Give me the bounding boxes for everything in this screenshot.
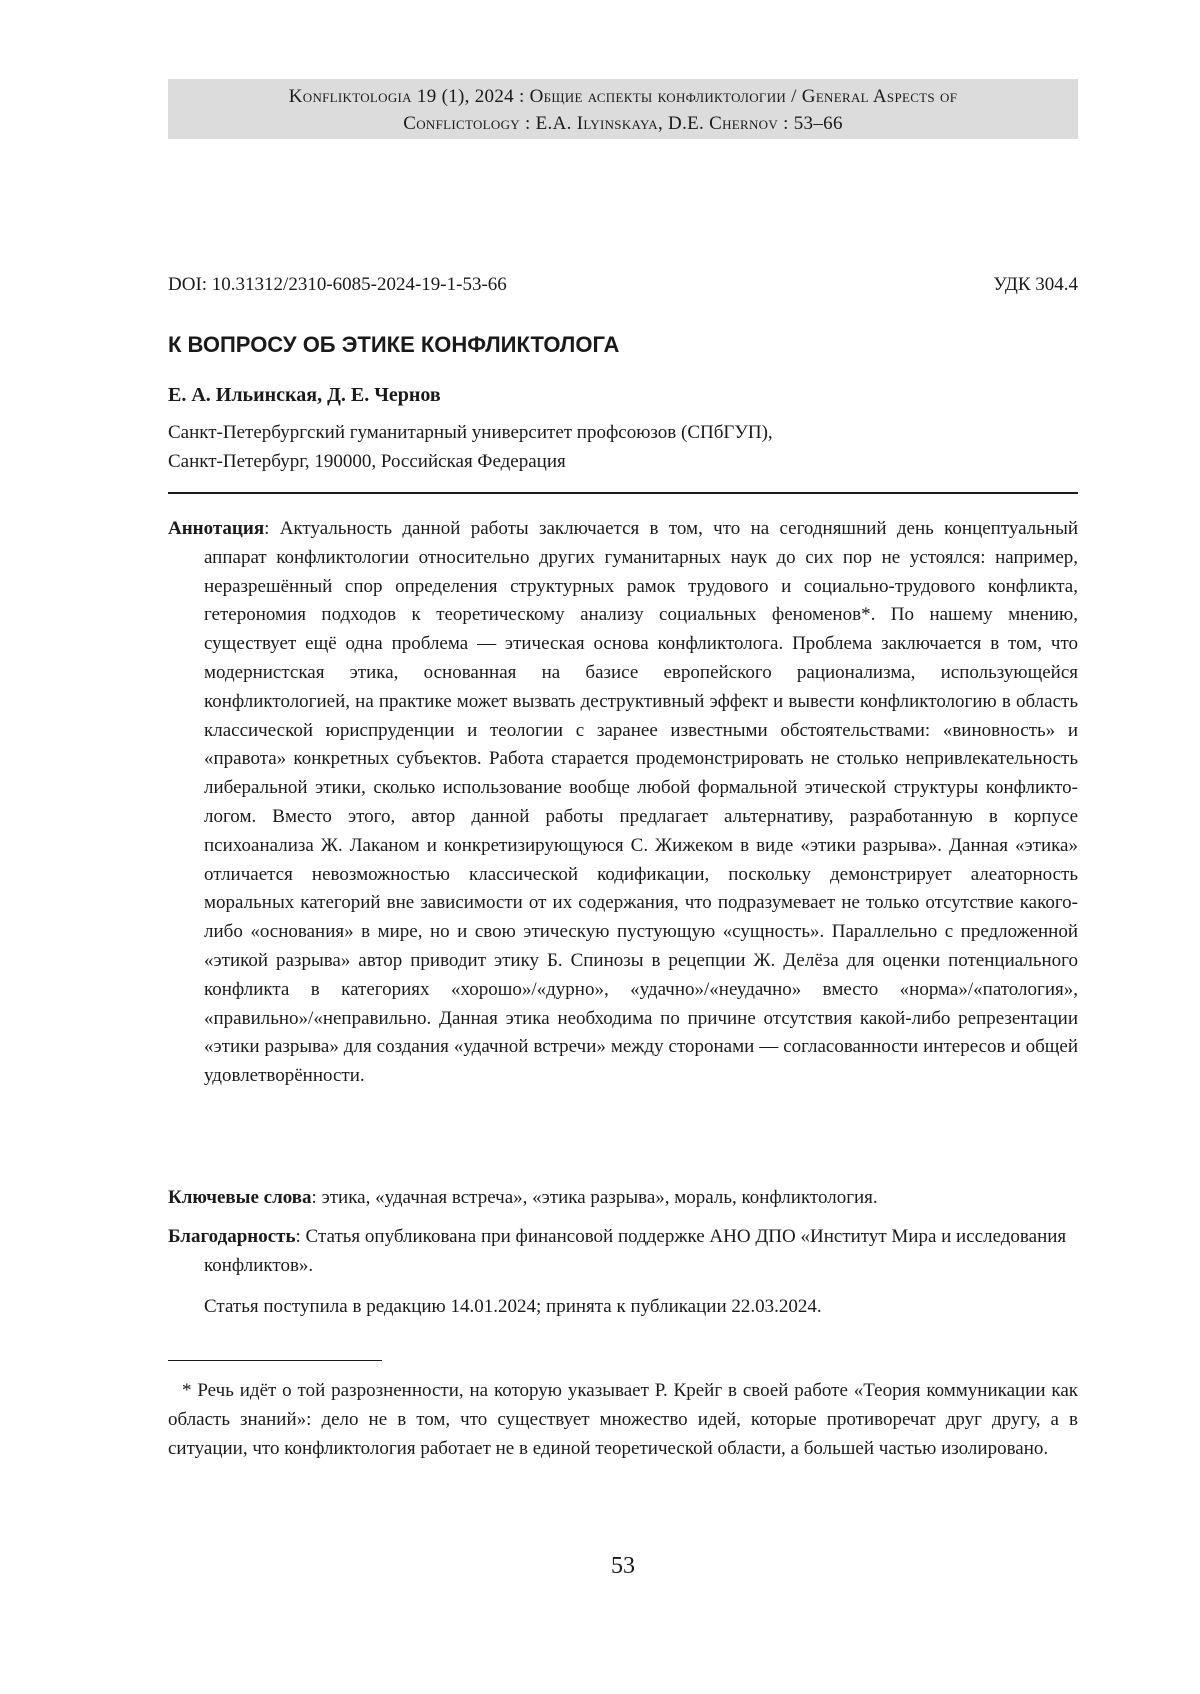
authors: Е. А. Ильинская, Д. Е. Чернов bbox=[168, 384, 441, 406]
acknowledgement-label: Благодарность bbox=[168, 1226, 296, 1247]
keywords-text: : этика, «удачная встреча», «этика разрыва», мораль, конфликтология. bbox=[311, 1187, 878, 1208]
abstract-label: Аннотация bbox=[168, 518, 265, 539]
affiliation-line-2: Санкт-Петербург, 190000, Российская Федерация bbox=[168, 451, 566, 472]
keywords bbox=[168, 1184, 1078, 1212]
acknowledgement bbox=[168, 1223, 1078, 1280]
footnote: * Речь идёт о той разрозненности, на которую указывает Р. Крейг в своей работе «Теория коммуникации как область знаний»: дело не в том, что существует множество идей, которые противоречат друг другу, а в ситуации, что конфликтология работает не в единой теоретической области, а большей частью изолировано. bbox=[168, 1380, 1078, 1459]
received-dates: Статья поступила в редакцию 14.01.2024; принята к публикации 22.03.2024. bbox=[204, 1296, 822, 1317]
article-title: К ВОПРОСУ ОБ ЭТИКЕ КОНФЛИКТОЛОГА bbox=[168, 332, 620, 357]
divider bbox=[168, 492, 1078, 494]
abstract bbox=[168, 515, 1078, 1091]
running-header-line-1: Konfliktologia 19 (1), 2024 : Общие аспекты конфликтологии / General Aspects of bbox=[288, 86, 958, 107]
running-header bbox=[168, 79, 1078, 139]
footnote-divider bbox=[168, 1360, 382, 1361]
udc-code: УДК 304.4 bbox=[993, 274, 1078, 295]
page-number: 53 bbox=[611, 1553, 635, 1579]
keywords-label: Ключевые слова bbox=[168, 1187, 312, 1208]
running-header-line-2: Conflictology : E.A. Ilyinskaya, D.E. Chernov : 53–66 bbox=[403, 113, 843, 134]
acknowledgement-text: : Статья опубликована при финансовой поддержке АНО ДПО «Институт Мира и исследования конфликтов». bbox=[204, 1226, 1067, 1276]
affiliation bbox=[168, 418, 1078, 476]
article-meta bbox=[168, 274, 1078, 302]
abstract-text: : Актуальность данной работы заключается в том, что на сегодняшний день концептуальный аппарат конфликтологии относительно других гуманитарных наук до сих пор не устоялся: например, неразрешённый спор определения структурных рамок трудового и социально-трудового конфликта, гетерономия подходов к теоретическому анализу социальных феноменов*. По нашему мнению, существует ещё одна проблема — этическая основа конфликтолога. Проблема заключается в том, что модернистская этика, основанная на базисе европейского рационализма, использующейся конфликтологией, на практике может вызвать деструктивный эффект и вывести конфликтологию в область классической юриспруденции и теологии с заранее известными обстоятельствами: «виновность» и «правота» конкретных субъектов. Работа старается продемонстрировать не столько непривлекательность либеральной этики, сколько использование вообще любой формальной этической структуры конфликтологом. Вместо этого, автор данной работы предлагает альтернативу, разработанную в корпусе психоанализа Ж. Лаканом и конкретизирующуюся С. Жижеком в виде «этики разрыва». Данная «этика» отличается невозможностью классической кодификации, поскольку демонстрирует алеаторность моральных категорий вне зависимости от их содержания, что подразумевает не только отсутствие какого-либо «основания» в мире, но и свою этическую пустующую «сущность». Параллельно с предложенной «этикой разрыва» автор приводит этику Б. Спинозы в рецепции Ж. Делёза для оценки потенциального конфликта в категориях «хорошо»/«дурно», «удачно»/«неудачно» вместо «норма»/«патология», «правильно»/«неправильно. Данная этика необходима по причине отсутствия какой-либо репрезентации «этики разрыва» для создания «удачной встречи» между сторонами — согласованности интересов и общей удовлетворённости. bbox=[204, 518, 1078, 1087]
affiliation-line-1: Санкт-Петербургский гуманитарный университет профсоюзов (СПбГУП), bbox=[168, 422, 773, 443]
doi: DOI: 10.31312/2310-6085-2024-19-1-53-66 bbox=[168, 274, 507, 295]
